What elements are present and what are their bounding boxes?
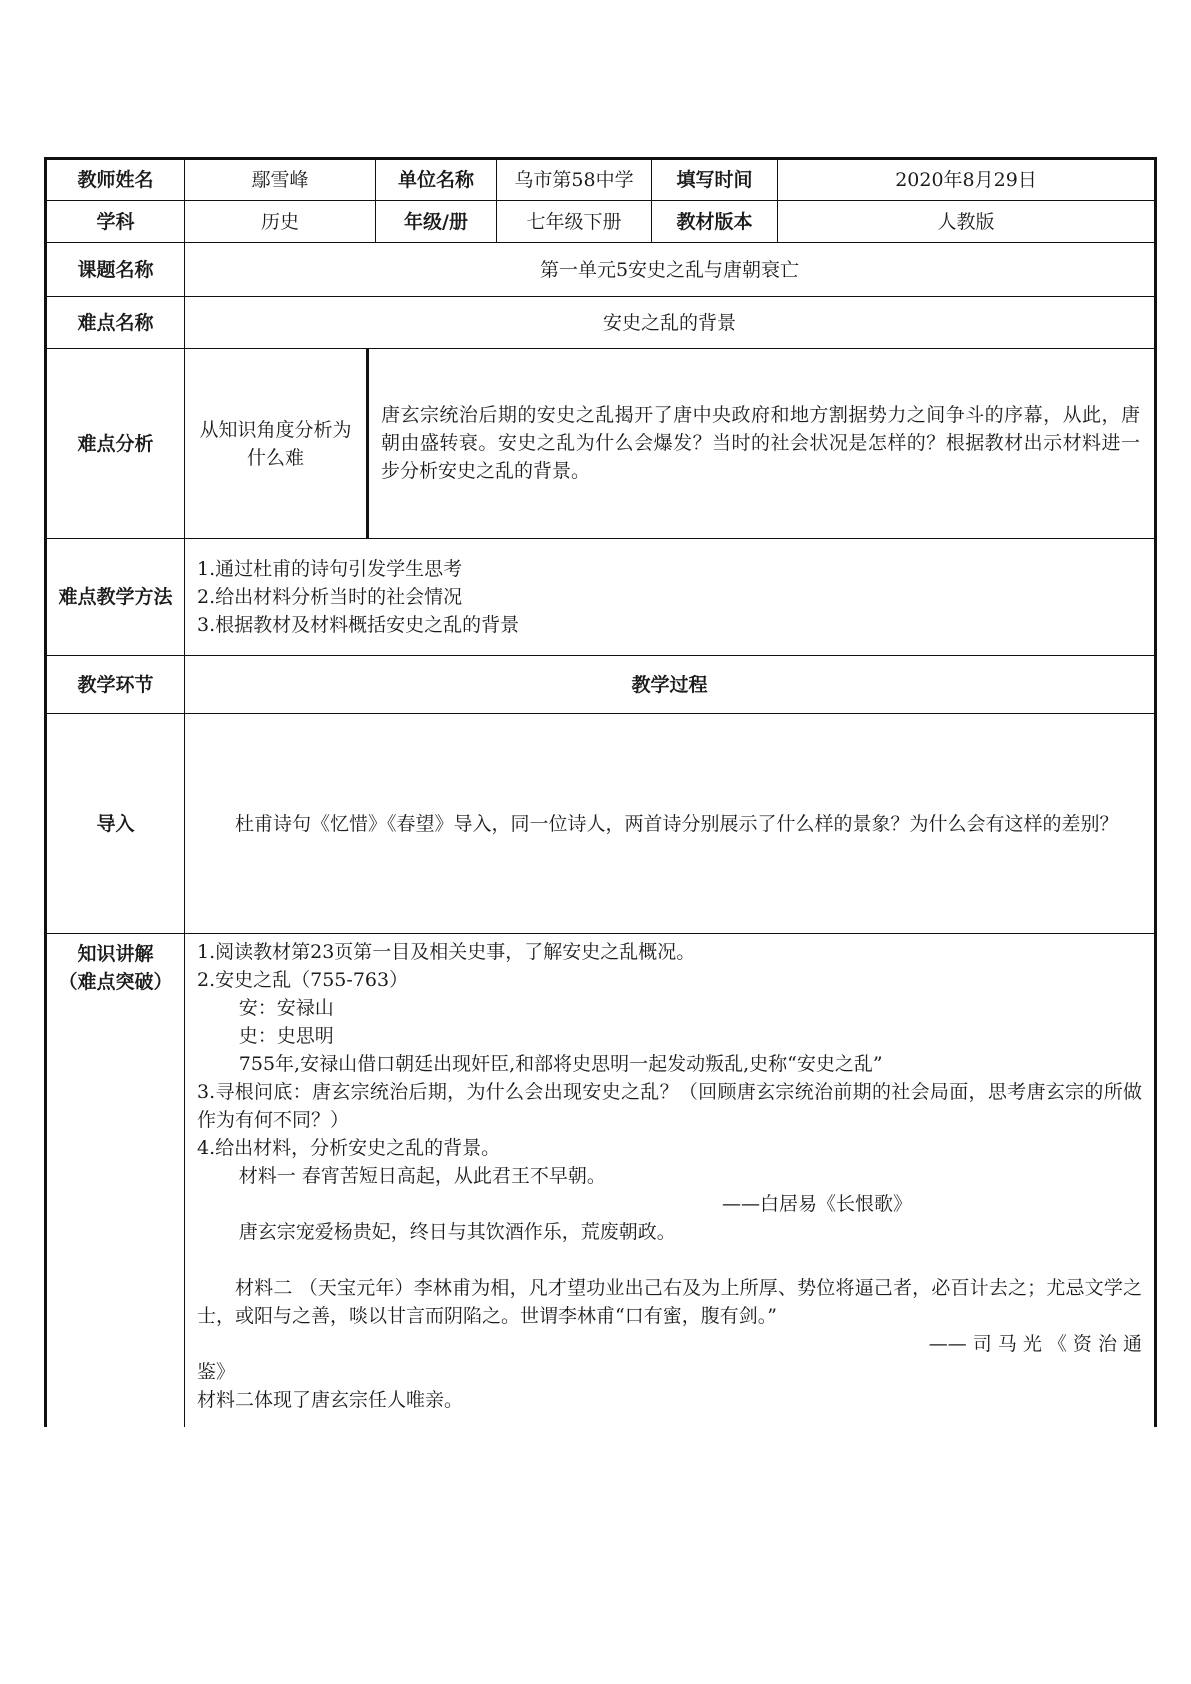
material-two-source: —— 司 马 光 《 资 治 通 (928, 1333, 1143, 1355)
material-two: 材料二 （天宝元年）李林甫为相，凡才望功业出己右及为上所厚、势位将逼己者，必百计去之；尤忌文学之士，或阳与之善，啖以甘言而阴陷之。世谓李林甫“口有蜜，腹有剑。” (197, 1277, 1143, 1327)
intro-label: 导入 (46, 714, 185, 934)
edition-label: 教材版本 (652, 201, 778, 243)
teacher-label: 教师姓名 (46, 159, 185, 201)
knowledge-content (185, 934, 1156, 1427)
knowledge-label-line2: （难点突破） (58, 971, 173, 993)
analysis-label: 难点分析 (46, 349, 185, 539)
knowledge-para: 史：史思明 (238, 1025, 334, 1047)
grade-value: 七年级下册 (497, 201, 652, 243)
topic-label: 课题名称 (46, 243, 185, 297)
material-one: 材料一 春宵苦短日高起，从此君王不早朝。 (238, 1165, 606, 1187)
process-content-label: 教学过程 (185, 656, 1156, 714)
topic-row (46, 243, 1156, 297)
analysis-text: 唐玄宗统治后期的安史之乱揭开了唐中央政府和地方割据势力之间争斗的序幕，从此，唐朝由盛转衰。安史之乱为什么会爆发？当时的社会状况是怎样的？根据教材出示材料进一步分析安史之乱的背景。 (368, 349, 1156, 539)
knowledge-para: 4.给出材料，分析安史之乱的背景。 (197, 1137, 501, 1159)
spacer (197, 1246, 1142, 1274)
material-two-source-end: 鉴》 (197, 1361, 236, 1383)
intro-text: 杜甫诗句《忆惜》《春望》导入，同一位诗人，两首诗分别展示了什么样的景象？为什么会有这样的差别？ (185, 714, 1156, 934)
analysis-row (46, 349, 1156, 539)
date-value: 2020年8月29日 (778, 159, 1156, 201)
knowledge-para: 唐玄宗宠爱杨贵妃，终日与其饮酒作乐，荒废朝政。 (238, 1221, 676, 1243)
knowledge-para: 3.寻根问底：唐玄宗统治后期，为什么会出现安史之乱？（回顾唐玄宗统治前期的社会局面，思考唐玄宗的所做作为有何不同？） (197, 1081, 1143, 1131)
knowledge-label (46, 934, 185, 1427)
knowledge-para: 755年,安禄山借口朝廷出现奸臣,和部将史思明一起发动叛乱,史称“安史之乱” (238, 1053, 883, 1075)
topic-value: 第一单元5安史之乱与唐朝衰亡 (185, 243, 1156, 297)
subject-value: 历史 (185, 201, 376, 243)
method-item: 2.给出材料分析当时的社会情况 (197, 586, 463, 608)
knowledge-label-line1: 知识讲解 (77, 943, 154, 965)
knowledge-para: 1.阅读教材第23页第一目及相关史事，了解安史之乱概况。 (197, 941, 696, 963)
knowledge-para: 安：安禄山 (238, 997, 334, 1019)
method-item: 1.通过杜甫的诗句引发学生思考 (197, 558, 463, 580)
subject-label: 学科 (46, 201, 185, 243)
teacher-value: 鄢雪峰 (185, 159, 376, 201)
header-row-1 (46, 159, 1156, 201)
unit-label: 单位名称 (376, 159, 497, 201)
analysis-sublabel: 从知识角度分析为什么难 (185, 349, 368, 539)
methods-row (46, 539, 1156, 656)
grade-label: 年级/册 (376, 201, 497, 243)
lesson-plan-page (44, 157, 1154, 1427)
lesson-plan-table (44, 157, 1157, 1427)
process-header-row (46, 656, 1156, 714)
unit-value: 乌市第58中学 (497, 159, 652, 201)
methods-list (185, 539, 1156, 656)
header-row-2 (46, 201, 1156, 243)
date-label: 填写时间 (652, 159, 778, 201)
methods-label: 难点教学方法 (46, 539, 185, 656)
method-item: 3.根据教材及材料概括安史之乱的背景 (197, 614, 520, 636)
knowledge-row (46, 934, 1156, 1427)
knowledge-para: 2.安史之乱（755-763） (197, 969, 409, 991)
edition-value: 人教版 (778, 201, 1156, 243)
difficulty-row (46, 297, 1156, 349)
intro-row (46, 714, 1156, 934)
process-step-label: 教学环节 (46, 656, 185, 714)
material-one-source: ——白居易《长恨歌》 (722, 1193, 913, 1215)
difficulty-value: 安史之乱的背景 (185, 297, 1156, 349)
difficulty-label: 难点名称 (46, 297, 185, 349)
knowledge-para: 材料二体现了唐玄宗任人唯亲。 (197, 1389, 464, 1411)
